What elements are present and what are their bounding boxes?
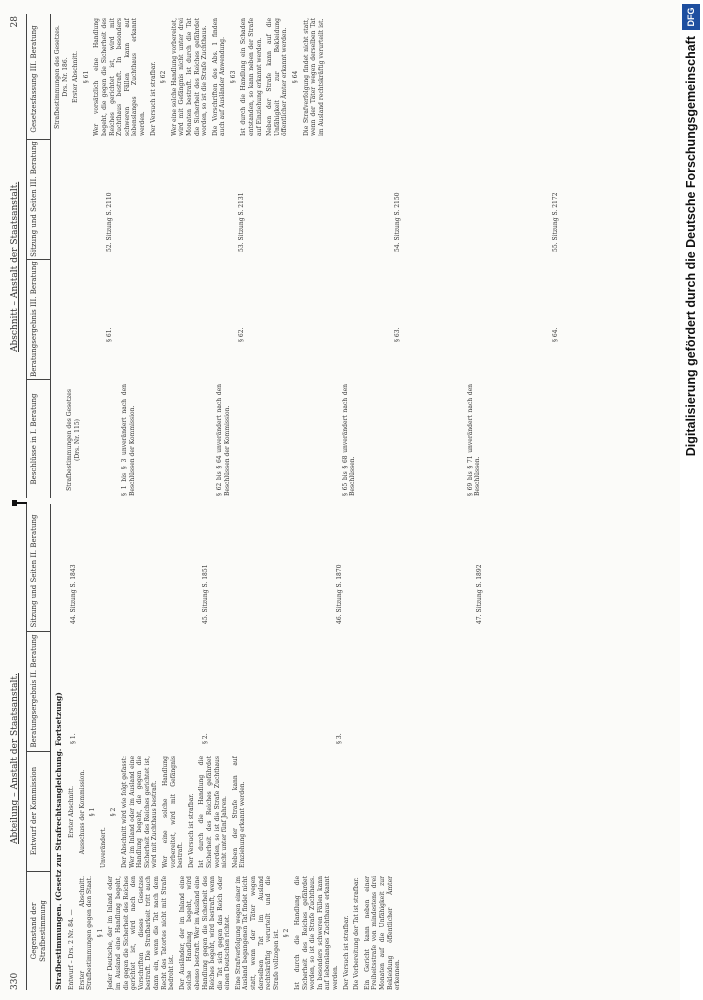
section-ref: § 64. [552,327,559,342]
section-title: Strafbestimmungen. (Gesetz zur Strafrechtsangleichung. Fortsetzung) [54,692,63,990]
header-rule [50,14,51,498]
session-ref: 44. Sitzung S. 1843 [70,564,77,624]
text-column-final-version: Strafbestimmungen des Gesetzes. Drs. Nr. 186. Erster Abschnitt. § 61 Wer vorsätzlich eine Handlung begeht, die gegen die Sicherheit des Reiches gerichtet ist, wird mit Zuchthaus bestraft. In besonders schweren Fällen kann auf lebenslanges Zuchthaus erkannt werden. Der Versuch ist strafbar. § 62 Wer eine solche Handlung vorbereitet, wird mit Gefängnis nicht unter drei Monaten bestraft. Ist durch die Tat die Sicherheit des Reiches gefährdet worden, so ist die Strafe Zuchthaus. Die Vorschriften des Abs. 1 finden auch auf Ausländer Anwendung. § 63 Ist durch die Handlung ein Schaden entstanden, so kann neben der Strafe auf Einziehung erkannt werden. Neben der Strafe kann auf die Unfähigkeit zur Bekleidung öffentlicher Ämter erkannt werden. § 64 Die Strafverfolgung findet nicht statt, wenn der Täter wegen derselben Tat im Ausland rechtskräftig verurteilt ist. [54,18,325,136]
text-column-draft: Entwurf – Drs. 2 Nr. 84. — Erster Abschnitt. Strafbestimmungen gegen den Staat. § 1 Jeder Deutsche, der im Inland oder im Ausland eine Handlung begeht, die gegen die Sicherheit des Reiches gerichtet ist, wird nach den Vorschriften dieses Gesetzes bestraft. Die Strafbarkeit tritt auch dann ein, wenn die Tat nach dem Recht des Tatortes nicht mit Strafe bedroht ist. Der Ausländer, der im Inland eine solche Handlung begeht, wird ebenso bestraft. Wer im Ausland eine Handlung gegen die Sicherheit des Reiches begeht, wird bestraft, wenn die Tat sich gegen das Reich oder einen Deutschen richtet. Eine Strafverfolgung wegen einer im Ausland begangenen Tat findet nicht statt, wenn der Täter wegen derselben Tat im Ausland rechtskräftig verurteilt und die Strafe vollzogen ist. § 2 Ist durch die Handlung die Sicherheit des Reiches gefährdet worden, so ist die Strafe Zuchthaus. In besonders schweren Fällen kann auf lebenslanges Zuchthaus erkannt werden. Der Versuch ist strafbar. Die Vorbereitung der Tat ist strafbar. Ein Gericht kann neben einer Freiheitsstrafe von mindestens drei Monaten auf die Unfähigkeit zur Bekleidung öffentlicher Ämter erkennen. [68,876,402,990]
column-divider [26,259,50,260]
session-ref: 52. Sitzung S. 2110 [106,192,113,252]
column-divider [26,871,50,872]
watermark-rotated [680,0,703,1000]
running-head: Abteilung – Anstalt der Staatsanstalt. [10,673,20,844]
text-column-commission: Erster Abschnitt. Ausschuss der Kommission. § 1 Unverändert. § 2 Der Abschnitt wird wie folgt gefasst: Wer im Inland oder im Ausland eine Handlung begeht, die gegen die Sicherheit des Reiches gerichtet ist, wird mit Zuchthaus bestraft. Wer eine solche Handlung vorbereitet, wird mit Gefängnis bestraft. Der Versuch ist strafbar. Ist durch die Handlung die Sicherheit des Reiches gefährdet worden, so ist die Strafe Zuchthaus nicht unter fünf Jahren. Neben der Strafe kann auf Einziehung erkannt werden. [68,756,247,868]
column-header: Beratungsergebnis II. Beratung [30,634,38,748]
column-header: Gesetzesfassung III. Beratung [30,25,38,133]
header-rule [50,504,51,990]
column-header: Entwurf der Kommission [30,766,38,856]
session-ref: 46. Sitzung S. 1870 [336,564,343,624]
column-divider [26,631,50,632]
section-ref: § 1. [70,733,77,744]
rotated-spread [6,10,678,994]
running-head: Abschnitt – Anstalt der Staatsanstalt. [10,181,20,352]
dfg-logo-icon: DFG [682,4,700,30]
text-column-first-reading: Strafbestimmungen des Gesetzes (Drs. Nr. 115) § 1 bis § 3 unverändert nach den Beschlüssen der Kommission. § 62 bis § 64 unverändert nach den Beschlüssen der Kommission. § 65 bis § 68 unverändert nach den Beschlüssen. § 69 bis § 71 unverändert nach den Beschlüssen. [66,384,482,496]
document-sheet [6,10,678,994]
section-ref: § 62. [238,327,245,342]
session-ref: 53. Sitzung S. 2131 [238,192,245,252]
column-header: Gegenstand der Strafbestimmung [30,900,47,962]
watermark-strip [680,0,703,1000]
session-ref: 47. Sitzung S. 1892 [476,564,483,624]
column-divider [26,139,50,140]
column-header: Sitzung und Seiten III. Beratung [30,141,38,257]
section-ref: § 61. [106,327,113,342]
column-header: Beschlüsse in I. Beratung [30,393,38,485]
top-rule [26,14,27,498]
top-rule [26,504,27,990]
watermark-text: Digitalisierung gefördert durch die Deutsche Forschungsgemeinschaft [684,36,698,457]
section-ref: § 63. [394,327,401,342]
column-header: Sitzung und Seiten II. Beratung [30,514,38,628]
column-header: Beratungsergebnis III. Beratung [30,261,38,377]
section-ref: § 2. [202,733,209,744]
left-page [6,502,678,994]
page-number: 330 [10,972,20,990]
column-divider [26,379,50,380]
section-ref: § 3. [336,733,343,744]
session-ref: 54. Sitzung S. 2150 [394,192,401,252]
gutter-mark [17,502,27,504]
session-ref: 45. Sitzung S. 1851 [202,564,209,624]
page-number: 28 [10,16,20,28]
session-ref: 55. Sitzung S. 2172 [552,192,559,252]
right-page [6,10,678,502]
column-divider [26,751,50,752]
